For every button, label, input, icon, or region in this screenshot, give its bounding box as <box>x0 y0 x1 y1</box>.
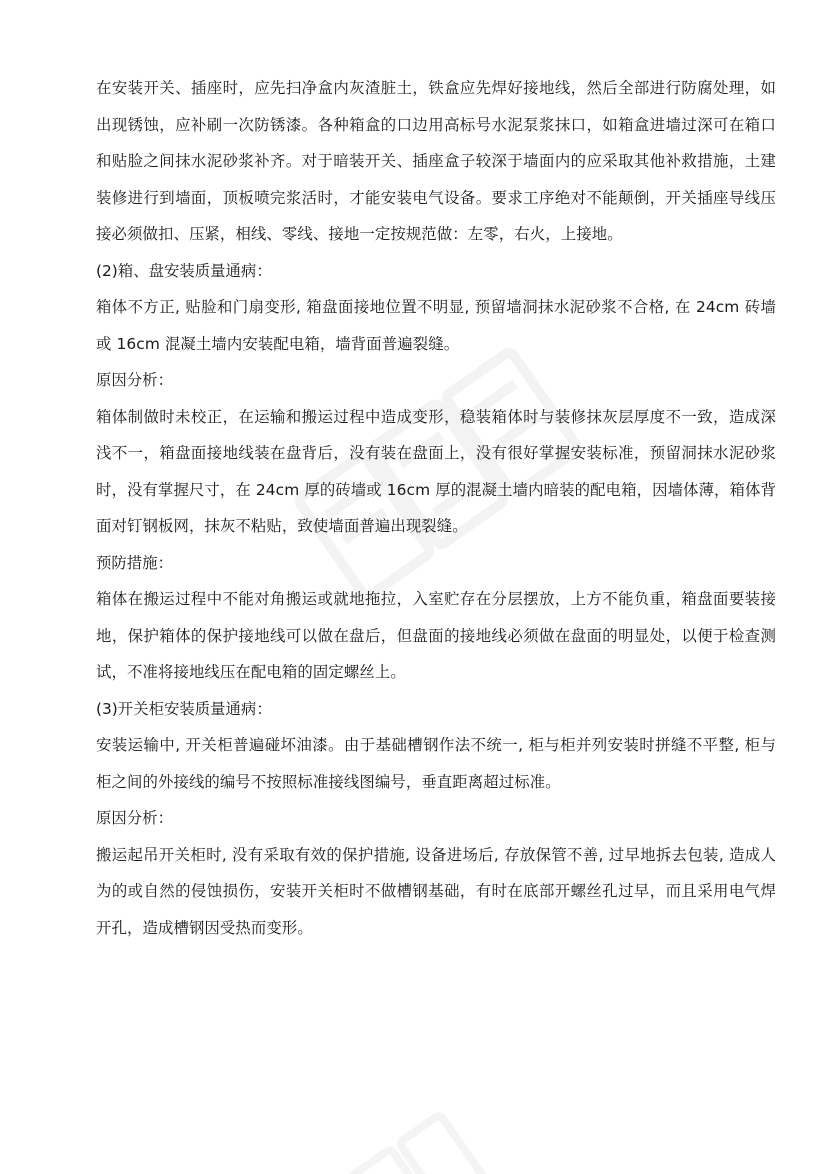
body-paragraph: 在安装开关、插座时，应先扫净盒内灰渣脏土，铁盒应先焊好接地线，然后全部进行防腐处理，如出现锈蚀，应补刷一次防锈漆。各种箱盒的口边用高标号水泥泵浆抹口，如箱盒进墙过深可在箱口和贴脸之间抹水泥砂浆补齐。对于暗装开关、插座盒子较深于墙面内的应采取其他补救措施，土建装修进行到墙面，顶板喷完浆活时，才能安装电气设备。要求工序绝对不能颠倒，开关插座导线压接必须做扣、压紧，相线、零线、接地一定按规范做：左零，右火，上接地。 <box>96 79 776 243</box>
document-body <box>96 70 776 946</box>
watermark-bottom-icon <box>330 1090 530 1174</box>
body-paragraph: 箱体不方正, 贴脸和门扇变形, 箱盘面接地位置不明显, 预留墙洞抹水泥砂浆不合格, 在 24cm 砖墙或 16cm 混凝土墙内安装配电箱，墙背面普遍裂缝。 <box>96 298 776 353</box>
body-paragraph: 箱体制做时未校正，在运输和搬运过程中造成变形，稳装箱体时与装修抹灰层厚度不一致，造成深浅不一，箱盘面接地线装在盘背后，没有装在盘面上，没有很好掌握安装标准，预留洞抹水泥砂浆时，没有掌握尺寸，在 24cm 厚的砖墙或 16cm 厚的混凝土墙内暗装的配电箱，因墙体薄，箱体背面对钉钢板网，抹灰不粘贴，致使墙面普遍出现裂缝。 <box>96 407 776 535</box>
section-heading: 原因分析： <box>96 371 173 389</box>
body-paragraph: 安装运输中, 开关柜普遍碰坏油漆。由于基础槽钢作法不统一, 柜与柜并列安装时拼缝不平整, 柜与柜之间的外接线的编号不按照标准接线图编号，垂直距离超过标准。 <box>96 736 776 791</box>
section-heading: 原因分析： <box>96 809 173 827</box>
body-paragraph: 箱体在搬运过程中不能对角搬运或就地拖拉，入室贮存在分层摆放，上方不能负重，箱盘面要装接地，保护箱体的保护接地线可以做在盘后，但盘面的接地线必须做在盘面的明显处，以便于检查测试，不准将接地线压在配电箱的固定螺丝上。 <box>96 590 776 681</box>
section-heading: 预防措施： <box>96 553 173 572</box>
section-heading: (2)箱、盘安装质量通病： <box>96 261 272 280</box>
section-heading: (3)开关柜安装质量通病： <box>96 699 272 718</box>
body-paragraph: 搬运起吊开关柜时, 没有采取有效的保护措施, 设备进场后, 存放保管不善, 过早地拆去包装, 造成人为的或自然的侵蚀损伤，安装开关柜时不做槽钢基础，有时在底部开螺丝孔过早，而且采用电气焊开孔，造成槽钢因受热而变形。 <box>96 845 776 937</box>
